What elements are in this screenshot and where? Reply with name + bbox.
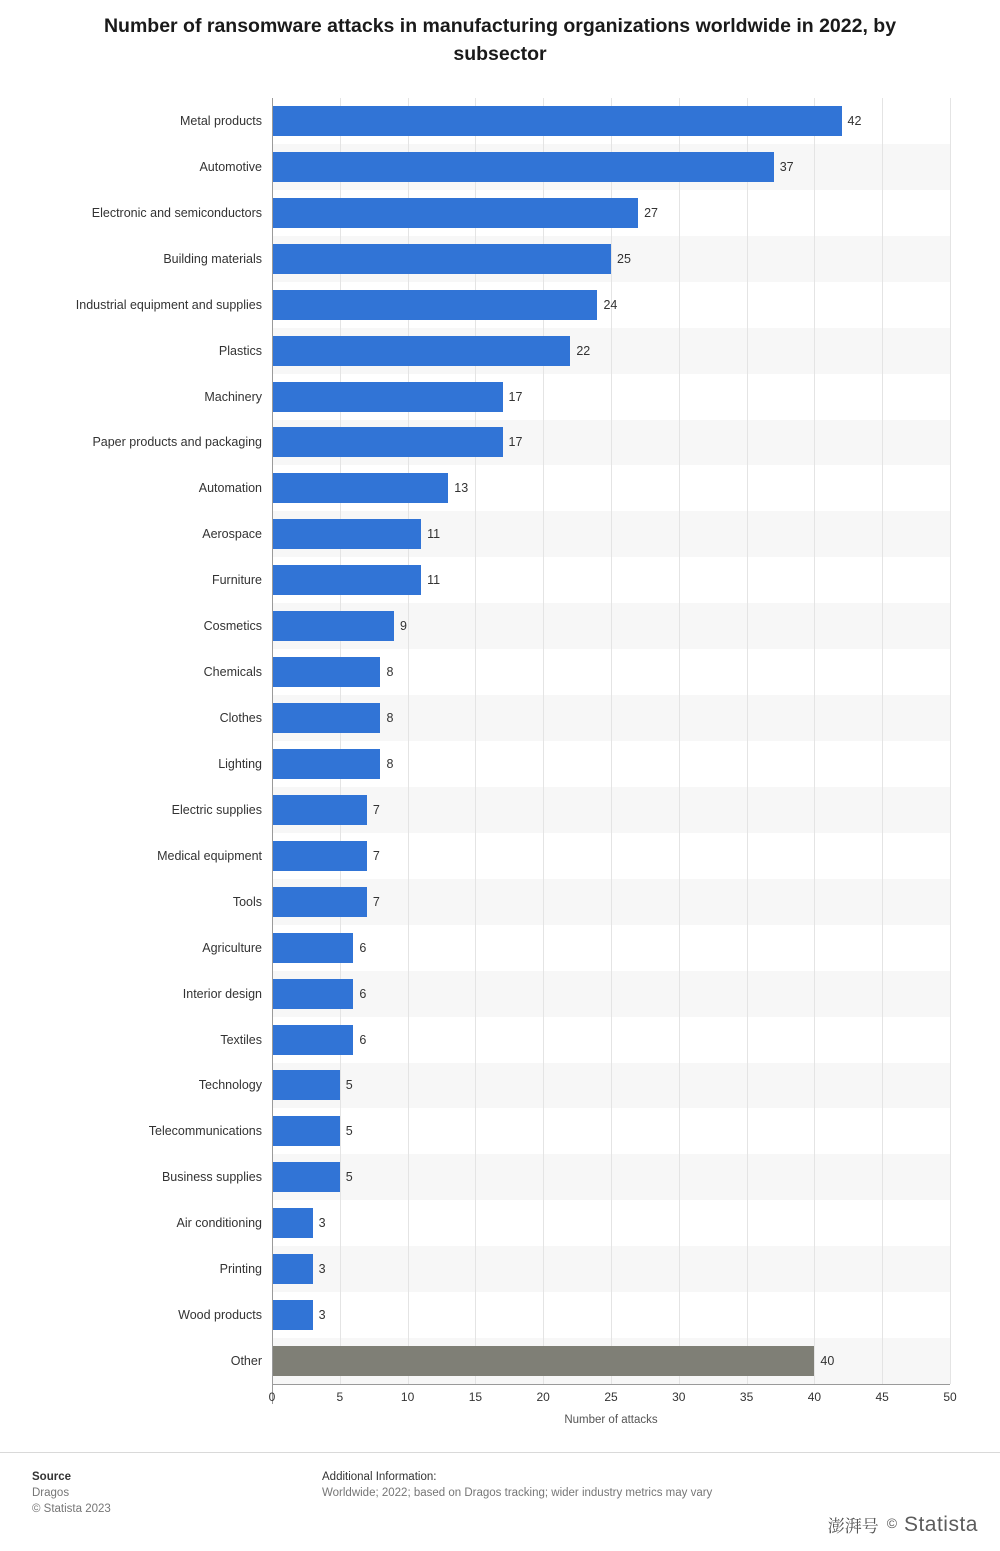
bar-value-label: 13 — [454, 481, 469, 496]
category-label: Clothes — [219, 711, 262, 726]
bar-value-label: 42 — [847, 113, 862, 128]
category-label: Plastics — [218, 343, 262, 358]
category-label: Building materials — [163, 251, 262, 266]
source-copyright: © Statista 2023 — [32, 1503, 111, 1515]
source-heading: Source — [32, 1471, 71, 1483]
chart-footer — [0, 1452, 1000, 1551]
category-label: Business supplies — [161, 1170, 262, 1185]
bar-value-label: 7 — [372, 894, 380, 909]
category-label: Industrial equipment and supplies — [75, 297, 262, 312]
bar — [272, 795, 367, 825]
bar-value-label: 6 — [359, 986, 367, 1001]
bar — [272, 473, 448, 503]
bar-value-label: 5 — [345, 1170, 353, 1185]
bar — [272, 152, 774, 182]
bar-value-label: 25 — [617, 251, 631, 266]
bar-value-label: 6 — [359, 1032, 367, 1047]
category-label: Furniture — [211, 573, 262, 588]
bars-layer — [272, 98, 950, 1384]
copyright-mark: © — [886, 1514, 898, 1531]
bar — [272, 427, 503, 457]
page-title: Number of ransomware attacks in manufacturing organizations worldwide in 2022, by subsector — [103, 15, 897, 65]
bar — [272, 1208, 313, 1238]
category-label: Technology — [198, 1078, 262, 1093]
bar — [272, 1025, 353, 1055]
chart-area — [0, 90, 1000, 1426]
brand-watermark — [828, 1512, 978, 1537]
bar — [272, 1070, 340, 1100]
source-block — [32, 1469, 111, 1517]
x-axis-line — [272, 1384, 950, 1385]
plot-region — [268, 98, 957, 1426]
bar-value-label: 7 — [372, 848, 380, 863]
bar-value-label: 8 — [386, 711, 394, 726]
x-tick-label: 45 — [875, 1390, 889, 1404]
bar — [272, 244, 611, 274]
statista-logo — [887, 1513, 978, 1537]
x-tick-label: 0 — [268, 1390, 276, 1404]
category-label: Chemicals — [203, 665, 262, 680]
gridline — [950, 98, 951, 1384]
additional-info-heading: Additional Information: — [322, 1471, 437, 1483]
category-label: Paper products and packaging — [92, 435, 262, 450]
bar — [272, 290, 597, 320]
category-label: Cosmetics — [203, 619, 262, 634]
bar — [272, 565, 421, 595]
category-label: Medical equipment — [157, 848, 262, 863]
category-label: Electronic and semiconductors — [91, 205, 262, 220]
bar-value-label: 3 — [318, 1308, 326, 1323]
bar — [272, 198, 638, 228]
bar-value-label: 8 — [386, 756, 394, 771]
bar-value-label: 3 — [318, 1262, 326, 1277]
statista-wordmark: Statista — [903, 1512, 978, 1536]
bar-value-label: 27 — [644, 205, 659, 220]
bar — [272, 1300, 313, 1330]
bar — [272, 841, 367, 871]
category-label: Textiles — [220, 1032, 262, 1047]
bar — [272, 657, 380, 687]
x-tick-label: 5 — [336, 1390, 344, 1404]
category-label: Automotive — [199, 159, 262, 174]
category-label: Aerospace — [202, 527, 262, 542]
bar-value-label: 17 — [508, 389, 523, 404]
category-label: Automation — [198, 481, 262, 496]
bar — [272, 979, 353, 1009]
bar — [272, 749, 380, 779]
x-tick-label: 20 — [536, 1390, 550, 1404]
bar-value-label: 8 — [386, 665, 394, 680]
bar — [272, 1162, 340, 1192]
bar — [272, 611, 394, 641]
bar-value-label: 6 — [359, 940, 367, 955]
pengpai-logo: 澎湃号 — [827, 1517, 879, 1537]
category-label: Other — [230, 1354, 262, 1369]
additional-info-block — [322, 1469, 712, 1501]
bar-value-label: 24 — [603, 297, 618, 312]
x-tick-label: 10 — [400, 1390, 415, 1404]
x-tick-label: 50 — [943, 1390, 957, 1404]
bar-value-label: 5 — [345, 1078, 353, 1093]
category-label: Telecommunications — [148, 1124, 262, 1139]
bar — [272, 1254, 313, 1284]
x-tick-label: 30 — [672, 1390, 686, 1404]
bar-value-label: 11 — [427, 573, 441, 588]
bar — [272, 1346, 814, 1376]
category-label: Tools — [232, 894, 262, 909]
additional-info-text: Worldwide; 2022; based on Dragos tracking; wider industry metrics may vary — [322, 1487, 713, 1499]
bar — [272, 887, 367, 917]
x-axis-label: Number of attacks — [564, 1414, 658, 1426]
bar-value-label: 7 — [372, 802, 380, 817]
bar — [272, 336, 570, 366]
bar-value-label: 3 — [318, 1216, 326, 1231]
x-tick-label: 15 — [468, 1390, 483, 1404]
bar — [272, 519, 421, 549]
category-label: Metal products — [180, 113, 262, 128]
category-label: Wood products — [178, 1308, 262, 1323]
bar-value-label: 11 — [427, 527, 441, 542]
category-label: Lighting — [218, 756, 262, 771]
bar — [272, 933, 353, 963]
bar-value-label: 5 — [345, 1124, 353, 1139]
bar — [272, 703, 380, 733]
bar-value-label: 9 — [400, 619, 407, 634]
bar-value-label: 17 — [508, 435, 523, 450]
x-tick-label: 35 — [739, 1390, 754, 1404]
category-label: Printing — [219, 1262, 262, 1277]
bar-value-label: 37 — [779, 159, 794, 174]
source-name: Dragos — [32, 1487, 70, 1499]
bar — [272, 1116, 340, 1146]
x-tick-label: 40 — [807, 1390, 822, 1404]
category-label: Agriculture — [202, 940, 262, 955]
category-label: Machinery — [204, 389, 262, 404]
bar-value-label: 40 — [820, 1354, 835, 1369]
category-label: Air conditioning — [176, 1216, 262, 1231]
x-tick-label: 25 — [604, 1390, 618, 1404]
bar — [272, 382, 503, 412]
category-label: Interior design — [182, 986, 262, 1001]
y-axis-line — [272, 98, 273, 1404]
category-label: Electric supplies — [171, 802, 262, 817]
bar — [272, 106, 842, 136]
bar-value-label: 22 — [576, 343, 591, 358]
